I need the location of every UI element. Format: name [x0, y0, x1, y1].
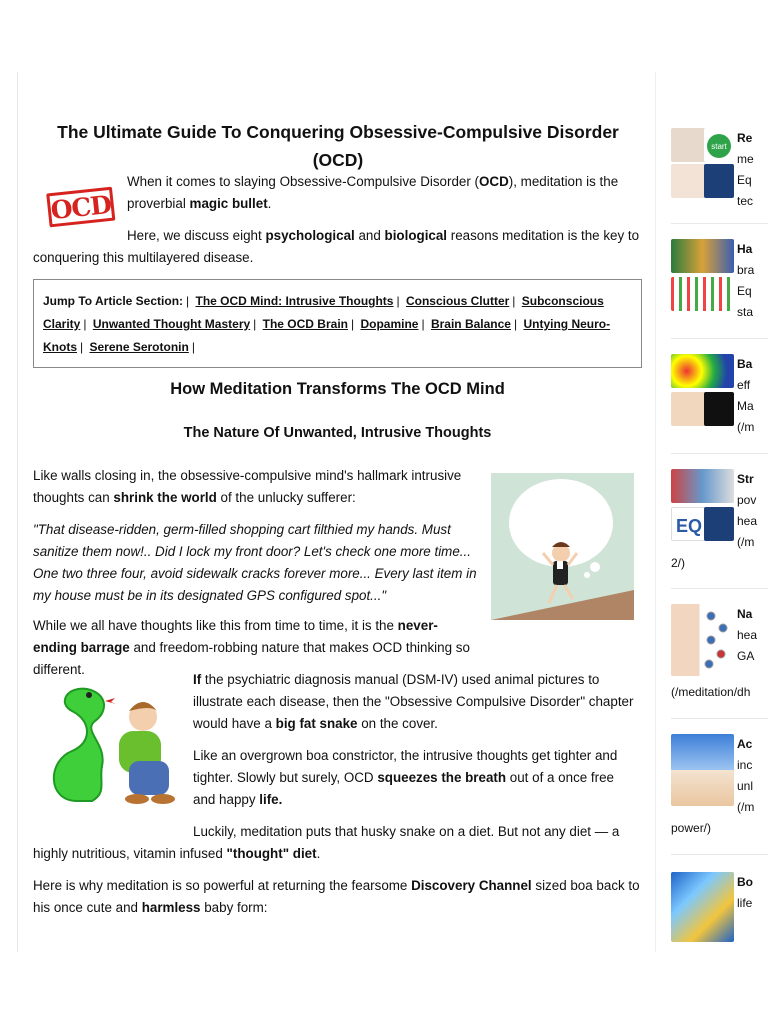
sidebar-item-6[interactable]: Ac inc unl (/m power/) — [671, 734, 768, 844]
left-divider — [17, 72, 18, 952]
sidebar-divider — [671, 718, 768, 719]
svg-text:start: start — [711, 142, 727, 151]
sidebar-item-5[interactable]: Na hea GA (/meditation/dh — [671, 604, 768, 704]
subsection-heading: The Nature Of Unwanted, Intrusive Thoughts — [183, 425, 492, 441]
jump-link-ocd-brain[interactable]: The OCD Brain — [262, 317, 348, 331]
paragraph-boa: Like an overgrown boa constrictor, the intrusive thoughts get tighter and tighter. Slowly but surely, OCD squeezes the breath out of a once free and happy life. — [193, 748, 618, 807]
sidebar-item-4[interactable]: EQ Str pov hea (/m 2/) — [671, 469, 768, 579]
section-heading: How Meditation Transforms The OCD Mind — [170, 380, 505, 398]
sidebar-item-2[interactable]: Ha bra Eq sta — [671, 239, 768, 329]
start-badge-thumb — [704, 128, 734, 162]
svg-text:EQ: EQ — [676, 516, 703, 536]
page-title: The Ultimate Guide To Conquering Obsessive-Compulsive Disorder (OCD) — [57, 122, 619, 170]
jump-to-section-box: Jump To Article Section: | The OCD Mind: Intrusive Thoughts | Conscious Clutter | Subconscious Clarity | Unwanted Thought Mastery | The OCD Brain | Dopamine | Brain Balance | Untying Neuro-Knots | Serene Serotonin | — [33, 279, 642, 368]
intro-paragraph-2: Here, we discuss eight psychological and biological reasons meditation is the key to conquering this multilayered disease. — [33, 228, 640, 265]
top-bar — [0, 0, 768, 70]
jump-link-brain-balance[interactable]: Brain Balance — [430, 317, 511, 331]
sidebar-thumb-1d — [704, 164, 734, 198]
sidebar-divider — [671, 588, 768, 589]
jump-link-serene-serotonin[interactable]: Serene Serotonin — [89, 340, 189, 354]
sidebar-thumb-3a — [671, 354, 734, 388]
paragraph-dsm: If the psychiatric diagnosis manual (DSM-IV) used animal pictures to illustrate each disease, then the "Obsessive Compulsive Disorder" chapter would have a big fat snake on the cover. — [193, 672, 634, 731]
sidebar-thumb-6a — [671, 734, 734, 806]
snake-boy-illustration — [47, 681, 182, 811]
sidebar-divider — [671, 338, 768, 339]
paragraph-barrage: While we all have thoughts like this from time to time, it is the never-ending barrage and freedom-robbing nature that makes OCD thinking so different. — [33, 618, 470, 677]
sidebar-thumb-1a — [671, 128, 707, 162]
thought-bubble-illustration — [491, 473, 634, 620]
article-main — [33, 118, 645, 915]
ocd-stamp-text: OCD — [49, 189, 113, 225]
intro-paragraph-1: When it comes to slaying Obsessive-Compulsive Disorder (OCD), meditation is the proverbial magic bullet. — [127, 174, 619, 211]
sidebar-divider — [671, 223, 768, 224]
sidebar-thumb-7a — [671, 872, 734, 942]
sidebar-thumb-1c — [671, 164, 707, 198]
sidebar-thumb-2b — [671, 277, 734, 311]
jump-link-ocd-mind[interactable]: The OCD Mind: Intrusive Thoughts — [195, 294, 394, 308]
sidebar-item-3[interactable]: Ba eff Ma (/m — [671, 354, 768, 444]
paragraph-diet: Luckily, meditation puts that husky snake on a diet. But not any diet — a highly nutritious, vitamin infused "thought" diet. — [33, 824, 620, 861]
sidebar-thumb-3c — [704, 392, 734, 426]
sidebar-item-1[interactable]: start Re me Eq tec — [671, 128, 768, 218]
ocd-thoughts-quote: "That disease-ridden, germ-filled shopping cart filthied my hands. Must sanitize them now!.. Did I lock my front door? Let's check one more time... One two three four, avoid sidewalk cracks forever more... Every last item in my house must be in its designated GPS configured spot..." — [33, 522, 477, 603]
sidebar-thumb-2a — [671, 239, 734, 273]
paragraph-intrusive-thoughts: Like walls closing in, the obsessive-compulsive mind's hallmark intrusive thoughts can shrink the world of the unlucky sufferer: — [33, 468, 462, 505]
sidebar-divider — [671, 854, 768, 855]
sidebar-thumb-5a — [671, 604, 734, 676]
sidebar-thumb-4c — [704, 507, 734, 541]
jump-link-unwanted-thought-mastery[interactable]: Unwanted Thought Mastery — [92, 317, 251, 331]
sidebar-divider — [671, 453, 768, 454]
sidebar-thumb-4a — [671, 469, 734, 503]
jump-link-subconscious-clarity[interactable]: Subconscious Clarity — [43, 294, 604, 331]
sidebar-item-7[interactable]: Bo life — [671, 872, 768, 944]
related-articles-sidebar — [655, 72, 768, 952]
sidebar-thumb-4b — [671, 507, 707, 541]
sidebar-thumb-3b — [671, 392, 707, 426]
jump-link-conscious-clutter[interactable]: Conscious Clutter — [405, 294, 510, 308]
paragraph-discovery: Here is why meditation is so powerful at returning the fearsome Discovery Channel sized boa back to his once cute and harmless baby form: — [33, 878, 640, 915]
jump-link-dopamine[interactable]: Dopamine — [360, 317, 419, 331]
jump-label: Jump To Article Section: — [43, 294, 184, 308]
jump-link-untying-neuro-knots[interactable]: Untying Neuro-Knots — [43, 317, 611, 354]
